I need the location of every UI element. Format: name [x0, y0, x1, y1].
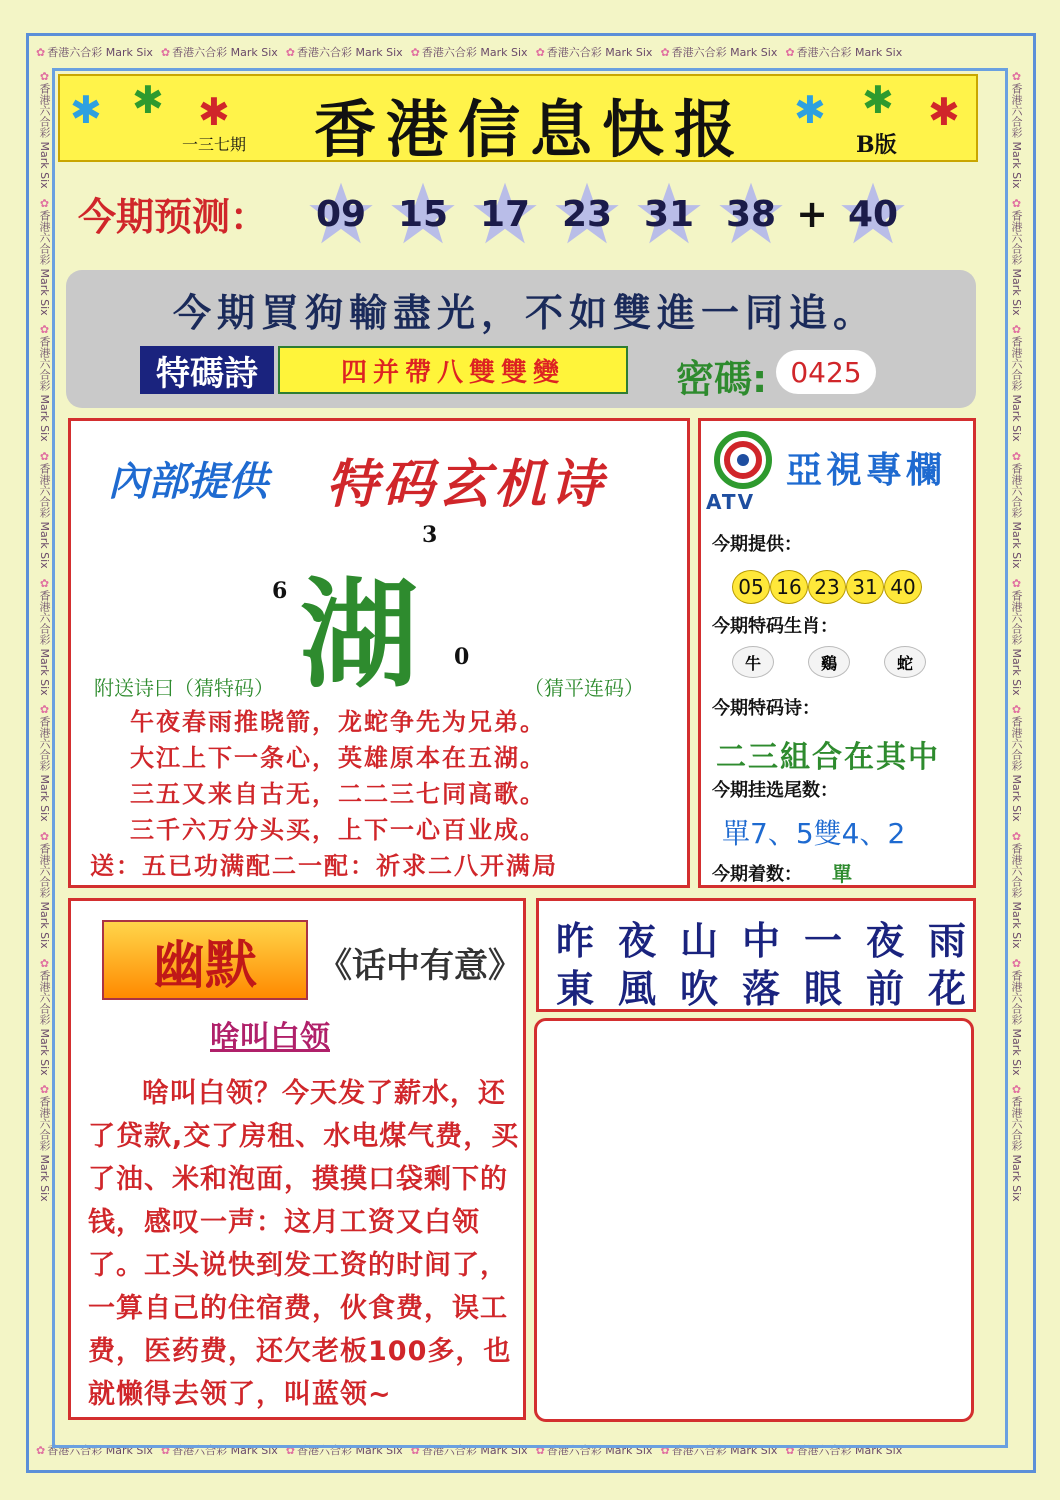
- number-ball: 31: [846, 570, 884, 604]
- internal-title-right: 特码玄机诗: [326, 455, 607, 515]
- password-value: 0425: [776, 350, 876, 394]
- prediction-number: 17: [464, 186, 546, 242]
- poem-line: 三五又来自古无，二二三七同高歌。: [130, 780, 546, 808]
- special-number: 40: [832, 186, 914, 242]
- watermark-left: [36, 70, 52, 1440]
- humor-badge: 幽默: [102, 920, 308, 1000]
- guess-label-left: 附送诗曰（猜特码）: [94, 676, 274, 700]
- zodiac-list: [732, 646, 926, 678]
- watermark-item: ✿ 香港六合彩 Mark Six: [785, 1444, 903, 1457]
- watermark-item: ✿香港六合彩 Mark Six: [1010, 70, 1023, 189]
- prediction-number: 09: [300, 186, 382, 242]
- watermark-item: ✿香港六合彩 Mark Six: [1010, 323, 1023, 443]
- number-ball: 16: [770, 570, 808, 604]
- empty-box: [534, 1018, 974, 1422]
- number-ball: 23: [808, 570, 846, 604]
- parity-value: 單: [832, 862, 852, 886]
- watermark-item: ✿ 香港六合彩 Mark Six: [535, 1444, 653, 1457]
- tail-label: 今期挂选尾数：: [712, 780, 838, 801]
- humor-subtitle: 《话中有意》: [318, 946, 522, 986]
- riddle-number-left: 6: [272, 578, 288, 604]
- watermark-item: ✿香港六合彩 Mark Six: [38, 1083, 51, 1203]
- zodiac-item: 牛: [732, 646, 774, 678]
- zodiac-item: 鷄: [808, 646, 850, 678]
- watermark-item: ✿香港六合彩 Mark Six: [38, 576, 51, 696]
- watermark-item: ✿ 香港六合彩 Mark Six: [660, 46, 778, 59]
- watermark-item: ✿香港六合彩 Mark Six: [1010, 196, 1023, 316]
- asterisk-icon: ✱: [70, 88, 102, 132]
- watermark-item: ✿香港六合彩 Mark Six: [38, 703, 51, 823]
- special-poem-text: 四并帶八雙雙變: [278, 346, 628, 394]
- poem-line: 午夜春雨推晓箭，龙蛇争先为兄弟。: [130, 708, 546, 736]
- atv-logo-icon: [710, 430, 776, 490]
- watermark-item: ✿ 香港六合彩 Mark Six: [285, 1444, 403, 1457]
- provide-numbers: [732, 570, 922, 604]
- riddle-number-bottom: 0: [454, 644, 470, 670]
- humor-body: 啥叫白领？今天发了薪水，还了贷款,交了房租、水电煤气费，买了油、米和泡面，摸摸口袋剩下的钱，感叹一声：这月工资又白领了。工头说快到发工资的时间了，一算自己的住宿费，伙食费，误工费，医药费，还欠老板100多，也就懒得去领了，叫蓝领~: [88, 1078, 520, 1410]
- watermark-item: ✿ 香港六合彩 Mark Six: [785, 46, 903, 59]
- humor-title: 啥叫白领: [210, 1020, 330, 1055]
- plus-sign: +: [796, 192, 828, 236]
- prediction-number: 15: [382, 186, 464, 242]
- atv-title: 亞視專欄: [786, 450, 947, 491]
- watermark-item: ✿香港六合彩 Mark Six: [38, 196, 51, 316]
- watermark-item: ✿香港六合彩 Mark Six: [1010, 1083, 1023, 1203]
- number-ball: 40: [884, 570, 922, 604]
- prediction-numbers: [300, 186, 914, 242]
- asterisk-icon: ✱: [862, 78, 894, 122]
- prediction-number: 23: [546, 186, 628, 242]
- watermark-item: ✿香港六合彩 Mark Six: [1010, 956, 1023, 1076]
- poem-box-line1: 昨夜山中一夜雨: [556, 918, 991, 963]
- asterisk-icon: ✱: [198, 90, 230, 134]
- asterisk-icon: ✱: [794, 88, 826, 132]
- page-title: 香港信息快报: [313, 93, 746, 166]
- atv-poem-label: 今期特码诗：: [712, 698, 820, 719]
- watermark-item: ✿香港六合彩 Mark Six: [1010, 450, 1023, 569]
- watermark-item: ✿香港六合彩 Mark Six: [38, 70, 51, 189]
- tail-numbers: 單7、5雙4、2: [722, 817, 906, 850]
- watermark-item: ✿ 香港六合彩 Mark Six: [285, 46, 403, 59]
- watermark-item: ✿ 香港六合彩 Mark Six: [535, 46, 653, 59]
- atv-logo-text: ATV: [706, 490, 756, 514]
- slogan-text: 今期買狗輸盡光，不如雙進一同追。: [172, 291, 877, 335]
- watermark-item: ✿香港六合彩 Mark Six: [38, 450, 51, 569]
- watermark-item: ✿香港六合彩 Mark Six: [1010, 830, 1023, 949]
- watermark-item: ✿香港六合彩 Mark Six: [1010, 576, 1023, 696]
- number-ball: 05: [732, 570, 770, 604]
- watermark-item: ✿香港六合彩 Mark Six: [38, 956, 51, 1076]
- parity-label: 今期着数：: [712, 864, 802, 885]
- watermark-item: ✿ 香港六合彩 Mark Six: [36, 1444, 153, 1457]
- poem-line: 大江上下一条心，英雄原本在五湖。: [130, 744, 546, 772]
- watermark-item: ✿香港六合彩 Mark Six: [38, 830, 51, 949]
- issue-number: 一三七期: [182, 135, 247, 154]
- internal-title-left: 內部提供: [108, 459, 268, 505]
- asterisk-icon: ✱: [928, 90, 960, 134]
- watermark-item: ✿香港六合彩 Mark Six: [38, 323, 51, 443]
- watermark-item: ✿ 香港六合彩 Mark Six: [160, 46, 278, 59]
- internal-poem: [130, 704, 546, 848]
- watermark-item: ✿香港六合彩 Mark Six: [1010, 703, 1023, 823]
- special-poem-label: 特碼詩: [140, 346, 274, 394]
- prediction-number: 38: [710, 186, 792, 242]
- riddle-character: 湖: [300, 566, 419, 704]
- asterisk-icon: ✱: [132, 78, 164, 122]
- zodiac-item: 蛇: [884, 646, 926, 678]
- provide-label: 今期提供：: [712, 534, 802, 555]
- watermark-item: ✿ 香港六合彩 Mark Six: [36, 46, 153, 59]
- atv-poem: 二三組合在其中: [716, 740, 940, 775]
- poem-send-line: 送：五已功满配二一配：祈求二八开满局: [90, 852, 558, 880]
- guess-label-right: （猜平连码）: [524, 676, 644, 700]
- poem-box-line2: 東風吹落眼前花: [556, 966, 991, 1011]
- watermark-item: ✿ 香港六合彩 Mark Six: [410, 46, 528, 59]
- watermark-item: ✿ 香港六合彩 Mark Six: [160, 1444, 278, 1457]
- watermark-item: ✿ 香港六合彩 Mark Six: [660, 1444, 778, 1457]
- watermark-right: [1008, 70, 1024, 1440]
- password-label: 密碼:: [676, 357, 768, 401]
- prediction-number: 31: [628, 186, 710, 242]
- edition-label: B版: [856, 132, 897, 158]
- poem-line: 三千六万分头买，上下一心百业成。: [130, 816, 546, 844]
- riddle-number-top: 3: [422, 522, 438, 548]
- prediction-label: 今期预测：: [78, 195, 269, 239]
- zodiac-label: 今期特码生肖：: [712, 616, 838, 637]
- watermark-top: [36, 44, 902, 60]
- watermark-item: ✿ 香港六合彩 Mark Six: [410, 1444, 528, 1457]
